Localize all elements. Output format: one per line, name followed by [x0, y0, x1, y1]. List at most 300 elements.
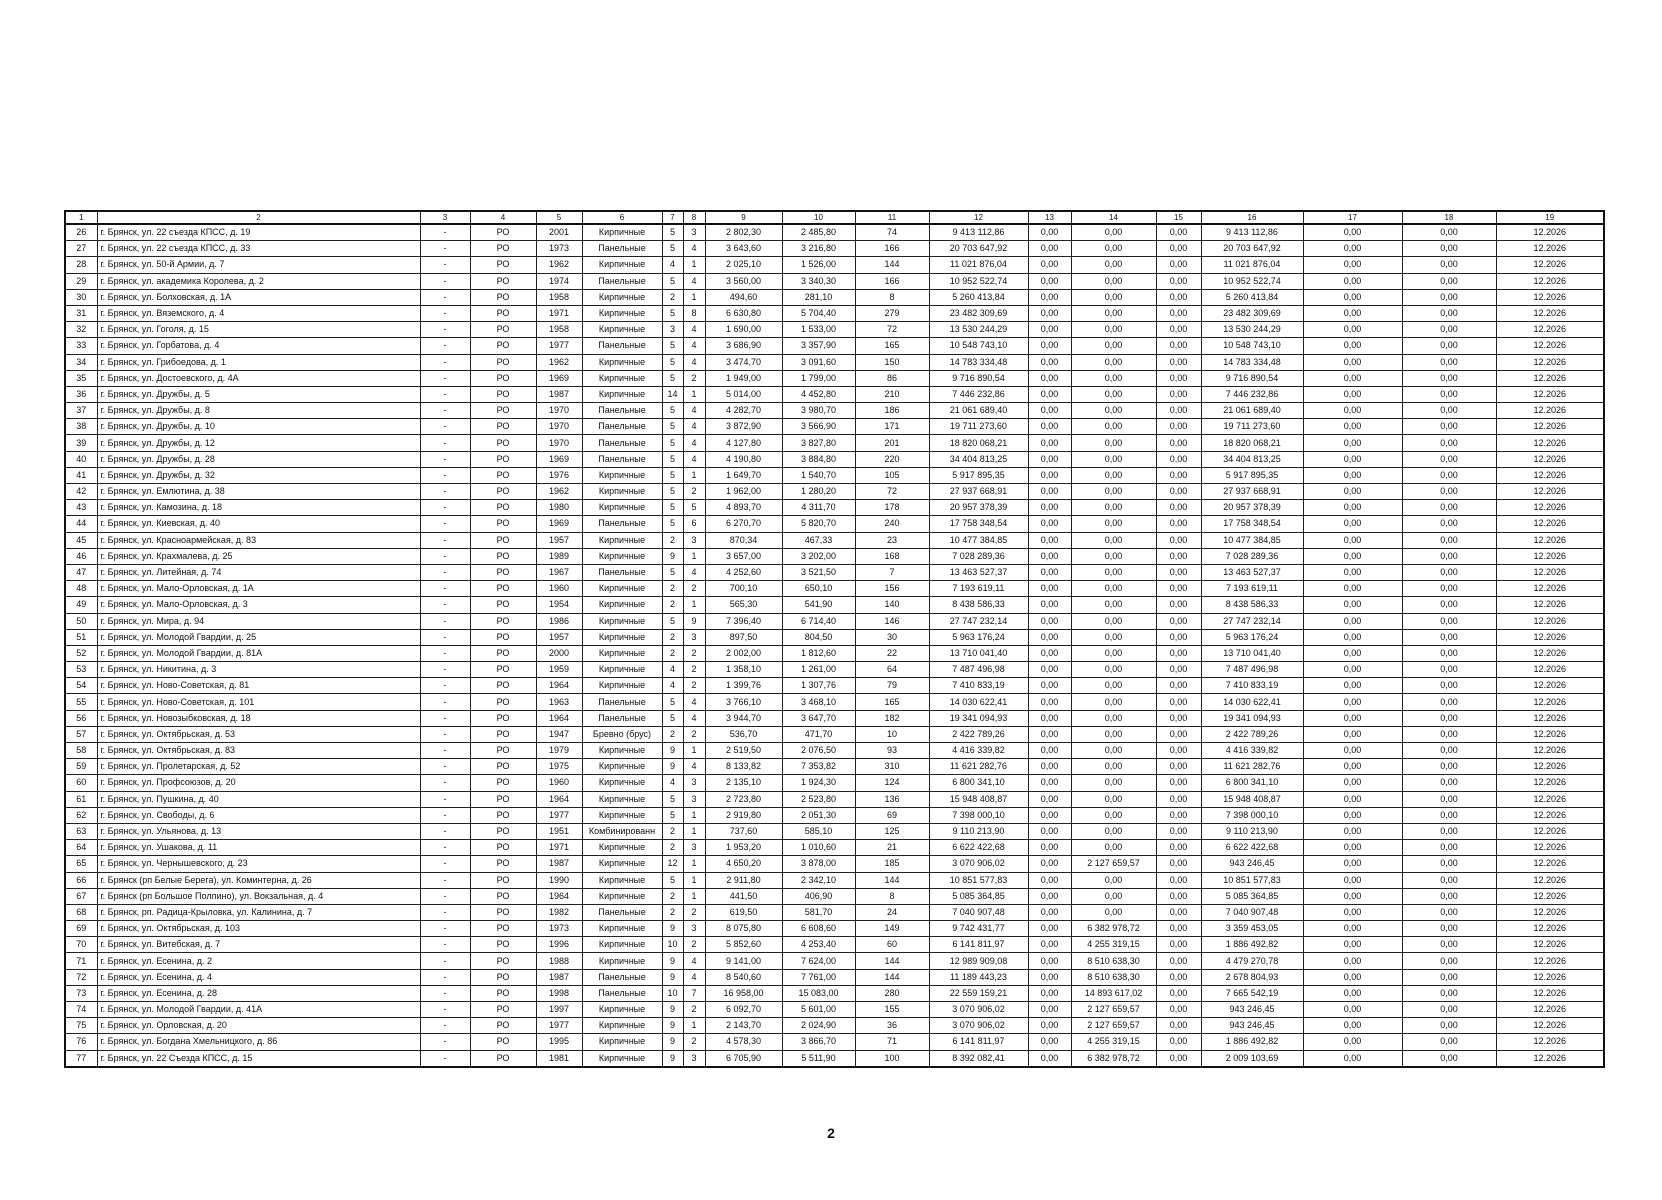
table-cell: 0,00 — [1071, 338, 1156, 354]
table-cell: 1964 — [536, 710, 582, 726]
table-cell: 74 — [65, 1002, 97, 1018]
table-cell: - — [420, 224, 470, 241]
table-cell: 12.2026 — [1496, 435, 1604, 451]
table-cell: 2 — [662, 629, 683, 645]
table-cell: 20 957 378,39 — [929, 500, 1028, 516]
table-cell: 4 — [662, 257, 683, 273]
table-cell: 5 — [662, 872, 683, 888]
table-cell: 0,00 — [1156, 435, 1201, 451]
table-cell: РО — [470, 678, 536, 694]
table-row — [65, 435, 1604, 451]
table-cell: 30 — [855, 629, 929, 645]
table-body — [65, 224, 1604, 1067]
table-cell: 8 510 638,30 — [1071, 969, 1156, 985]
table-cell: 7 028 289,36 — [1201, 548, 1303, 564]
table-cell: 0,00 — [1303, 759, 1402, 775]
table-cell: 4 416 339,82 — [929, 743, 1028, 759]
table-cell: 4 452,80 — [782, 386, 855, 402]
table-cell: 0,00 — [1402, 273, 1496, 289]
table-cell: 17 758 348,54 — [929, 516, 1028, 532]
table-cell: 5 963 176,24 — [929, 629, 1028, 645]
table-row — [65, 791, 1604, 807]
table-cell: 4 — [662, 678, 683, 694]
table-cell: РО — [470, 1002, 536, 1018]
table-cell: 0,00 — [1402, 516, 1496, 532]
table-cell: 1964 — [536, 888, 582, 904]
column-number-header: 15 — [1156, 211, 1201, 224]
address-cell: г. Брянск, ул. Дружбы, д. 10 — [97, 419, 420, 435]
table-cell: 536,70 — [705, 726, 782, 742]
table-cell: 53 — [65, 662, 97, 678]
table-cell: 19 711 273,60 — [1201, 419, 1303, 435]
table-cell: 186 — [855, 403, 929, 419]
table-cell: 12.2026 — [1496, 500, 1604, 516]
table-cell: РО — [470, 953, 536, 969]
table-cell: РО — [470, 548, 536, 564]
table-cell: 0,00 — [1402, 791, 1496, 807]
table-cell: 13 463 527,37 — [929, 564, 1028, 580]
table-cell: РО — [470, 775, 536, 791]
table-cell: 9 — [683, 613, 705, 629]
table-row — [65, 856, 1604, 872]
table-cell: 1958 — [536, 322, 582, 338]
table-cell: - — [420, 581, 470, 597]
table-cell: 27 747 232,14 — [1201, 613, 1303, 629]
table-cell: 1979 — [536, 743, 582, 759]
address-cell: г. Брянск, ул. Дружбы, д. 32 — [97, 467, 420, 483]
table-cell: 3 — [683, 775, 705, 791]
table-cell: 1 533,00 — [782, 322, 855, 338]
table-cell: 10 — [855, 726, 929, 742]
table-cell: 12.2026 — [1496, 840, 1604, 856]
table-cell: - — [420, 710, 470, 726]
table-cell: 0,00 — [1303, 872, 1402, 888]
table-cell: - — [420, 403, 470, 419]
table-cell: 700,10 — [705, 581, 782, 597]
table-cell: 0,00 — [1402, 597, 1496, 613]
table-cell: 1 280,20 — [782, 484, 855, 500]
table-cell: 10 851 577,83 — [929, 872, 1028, 888]
column-number-header: 14 — [1071, 211, 1156, 224]
table-cell: 93 — [855, 743, 929, 759]
table-cell: 0,00 — [1402, 694, 1496, 710]
table-cell: 1974 — [536, 273, 582, 289]
table-cell: 5 085 364,85 — [929, 888, 1028, 904]
table-cell: 0,00 — [1303, 305, 1402, 321]
table-cell: 182 — [855, 710, 929, 726]
table-cell: 5 — [662, 338, 683, 354]
table-cell: 76 — [65, 1034, 97, 1050]
table-cell: - — [420, 937, 470, 953]
table-cell: 1960 — [536, 581, 582, 597]
table-cell: 12.2026 — [1496, 484, 1604, 500]
table-cell: 0,00 — [1402, 322, 1496, 338]
table-row — [65, 1018, 1604, 1034]
table-cell: 5 — [662, 467, 683, 483]
table-cell: 0,00 — [1028, 613, 1071, 629]
table-cell: 1987 — [536, 386, 582, 402]
table-cell: 5 — [662, 694, 683, 710]
table-cell: - — [420, 872, 470, 888]
table-cell: 0,00 — [1071, 500, 1156, 516]
table-cell: 0,00 — [1028, 354, 1071, 370]
table-cell: 7 487 496,98 — [929, 662, 1028, 678]
table-cell: 2 — [683, 1002, 705, 1018]
table-cell: - — [420, 484, 470, 500]
table-cell: 2 — [662, 904, 683, 920]
table-cell: 71 — [855, 1034, 929, 1050]
table-row — [65, 386, 1604, 402]
table-cell: 0,00 — [1402, 937, 1496, 953]
table-row — [65, 403, 1604, 419]
table-cell: 0,00 — [1071, 370, 1156, 386]
address-cell: г. Брянск, ул. Богдана Хмельницкого, д. 86 — [97, 1034, 420, 1050]
table-cell: 1954 — [536, 597, 582, 613]
address-cell: г. Брянск, ул. Горбатова, д. 4 — [97, 338, 420, 354]
table-cell: 7 761,00 — [782, 969, 855, 985]
table-cell: 0,00 — [1303, 484, 1402, 500]
address-cell: г. Брянск, ул. Орловская, д. 20 — [97, 1018, 420, 1034]
table-cell: 12.2026 — [1496, 888, 1604, 904]
table-cell: 0,00 — [1071, 354, 1156, 370]
table-cell: 0,00 — [1156, 370, 1201, 386]
table-cell: 1 — [683, 548, 705, 564]
table-cell: 2 — [683, 904, 705, 920]
table-cell: 0,00 — [1402, 370, 1496, 386]
table-cell: 0,00 — [1156, 1050, 1201, 1067]
table-cell: 13 530 244,29 — [929, 322, 1028, 338]
table-cell: 0,00 — [1156, 985, 1201, 1001]
table-cell: 165 — [855, 694, 929, 710]
table-cell: 0,00 — [1071, 872, 1156, 888]
table-cell: 0,00 — [1071, 532, 1156, 548]
table-cell: РО — [470, 872, 536, 888]
table-cell: РО — [470, 354, 536, 370]
table-cell: 3 340,30 — [782, 273, 855, 289]
table-cell: 2 — [662, 532, 683, 548]
table-cell: 4 — [662, 775, 683, 791]
table-cell: 1 — [683, 467, 705, 483]
table-cell: 0,00 — [1156, 856, 1201, 872]
table-cell: 5 963 176,24 — [1201, 629, 1303, 645]
column-number-header: 9 — [705, 211, 782, 224]
table-cell: 0,00 — [1402, 386, 1496, 402]
table-cell: 70 — [65, 937, 97, 953]
table-cell: 0,00 — [1303, 370, 1402, 386]
table-cell: 155 — [855, 1002, 929, 1018]
table-cell: 2 485,80 — [782, 224, 855, 241]
table-cell: Панельные — [582, 419, 662, 435]
table-cell: 166 — [855, 241, 929, 257]
table-cell: 4 255 319,15 — [1071, 937, 1156, 953]
table-row — [65, 1050, 1604, 1067]
table-cell: 0,00 — [1156, 872, 1201, 888]
table-cell: - — [420, 322, 470, 338]
table-cell: 1987 — [536, 969, 582, 985]
table-cell: 0,00 — [1156, 224, 1201, 241]
table-cell: 23 482 309,69 — [1201, 305, 1303, 321]
table-cell: 0,00 — [1156, 241, 1201, 257]
table-cell: 0,00 — [1156, 921, 1201, 937]
table-row — [65, 823, 1604, 839]
table-row — [65, 500, 1604, 516]
table-cell: 3 — [683, 921, 705, 937]
table-cell: 0,00 — [1303, 888, 1402, 904]
table-cell: 0,00 — [1028, 856, 1071, 872]
table-cell: 6 714,40 — [782, 613, 855, 629]
table-cell: 15 948 408,87 — [1201, 791, 1303, 807]
table-cell: 1962 — [536, 484, 582, 500]
table-cell: 9 110 213,90 — [1201, 823, 1303, 839]
table-cell: Кирпичные — [582, 322, 662, 338]
table-cell: 1947 — [536, 726, 582, 742]
table-cell: 943 246,45 — [1201, 856, 1303, 872]
table-cell: - — [420, 1002, 470, 1018]
table-cell: 0,00 — [1303, 856, 1402, 872]
table-cell: 0,00 — [1071, 289, 1156, 305]
table-cell: 165 — [855, 338, 929, 354]
table-cell: РО — [470, 435, 536, 451]
table-cell: 42 — [65, 484, 97, 500]
table-cell: 585,10 — [782, 823, 855, 839]
table-cell: 0,00 — [1028, 581, 1071, 597]
table-cell: 210 — [855, 386, 929, 402]
table-cell: РО — [470, 710, 536, 726]
table-cell: РО — [470, 759, 536, 775]
table-cell: Панельные — [582, 985, 662, 1001]
table-cell: - — [420, 500, 470, 516]
table-cell: 0,00 — [1402, 532, 1496, 548]
table-cell: 12.2026 — [1496, 338, 1604, 354]
table-cell: 12.2026 — [1496, 1034, 1604, 1050]
table-cell: - — [420, 840, 470, 856]
table-cell: 7 040 907,48 — [929, 904, 1028, 920]
table-cell: 0,00 — [1156, 548, 1201, 564]
table-cell: Кирпичные — [582, 386, 662, 402]
address-cell: г. Брянск, ул. Новозыбковская, д. 18 — [97, 710, 420, 726]
table-cell: РО — [470, 726, 536, 742]
address-cell: г. Брянск, ул. Крахмалева, д. 25 — [97, 548, 420, 564]
table-cell: 0,00 — [1071, 597, 1156, 613]
table-row — [65, 775, 1604, 791]
table-cell: 45 — [65, 532, 97, 548]
table-cell: 11 621 282,76 — [1201, 759, 1303, 775]
table-cell: РО — [470, 1050, 536, 1067]
table-cell: 6 608,60 — [782, 921, 855, 937]
table-cell: 1963 — [536, 694, 582, 710]
table-cell: 12.2026 — [1496, 224, 1604, 241]
table-cell: - — [420, 354, 470, 370]
address-cell: г. Брянск, ул. Емлютина, д. 38 — [97, 484, 420, 500]
table-cell: 0,00 — [1028, 451, 1071, 467]
table-cell: 13 710 041,40 — [1201, 645, 1303, 661]
table-cell: 0,00 — [1303, 257, 1402, 273]
table-cell: 2 723,80 — [705, 791, 782, 807]
table-cell: 4 127,80 — [705, 435, 782, 451]
table-cell: 9 742 431,77 — [929, 921, 1028, 937]
table-cell: 12.2026 — [1496, 921, 1604, 937]
table-row — [65, 322, 1604, 338]
table-cell: РО — [470, 921, 536, 937]
table-cell: РО — [470, 969, 536, 985]
column-number-header: 10 — [782, 211, 855, 224]
table-cell: 7 446 232,86 — [929, 386, 1028, 402]
table-cell: 64 — [855, 662, 929, 678]
table-cell: 1 358,10 — [705, 662, 782, 678]
address-cell: г. Брянск (рп Большое Полпино), ул. Вокзальная, д. 4 — [97, 888, 420, 904]
table-cell: 34 404 813,25 — [929, 451, 1028, 467]
table-cell: 279 — [855, 305, 929, 321]
table-row — [65, 451, 1604, 467]
table-cell: 3 560,00 — [705, 273, 782, 289]
table-cell: 10 952 522,74 — [1201, 273, 1303, 289]
table-cell: 0,00 — [1156, 743, 1201, 759]
table-cell: 6 630,80 — [705, 305, 782, 321]
table-cell: Кирпичные — [582, 532, 662, 548]
table-cell: РО — [470, 985, 536, 1001]
table-cell: 0,00 — [1071, 305, 1156, 321]
table-row — [65, 257, 1604, 273]
table-cell: 0,00 — [1303, 451, 1402, 467]
table-row — [65, 888, 1604, 904]
table-cell: 0,00 — [1303, 1034, 1402, 1050]
table-cell: 6 705,90 — [705, 1050, 782, 1067]
table-cell: 0,00 — [1303, 921, 1402, 937]
table-cell: 0,00 — [1303, 710, 1402, 726]
table-cell: 0,00 — [1071, 484, 1156, 500]
table-cell: 73 — [65, 985, 97, 1001]
table-cell: 1 — [683, 597, 705, 613]
table-cell: 0,00 — [1303, 953, 1402, 969]
table-cell: 0,00 — [1028, 548, 1071, 564]
table-cell: 1957 — [536, 532, 582, 548]
table-row — [65, 516, 1604, 532]
table-cell: 4 — [683, 694, 705, 710]
table-cell: 2000 — [536, 645, 582, 661]
table-cell: 3 — [683, 791, 705, 807]
table-cell: - — [420, 904, 470, 920]
table-cell: - — [420, 532, 470, 548]
table-cell: - — [420, 969, 470, 985]
table-row — [65, 484, 1604, 500]
table-cell: 48 — [65, 581, 97, 597]
table-cell: 12.2026 — [1496, 322, 1604, 338]
table-row — [65, 289, 1604, 305]
table-cell: 0,00 — [1402, 500, 1496, 516]
table-cell: 3 359 453,05 — [1201, 921, 1303, 937]
table-cell: 1 307,76 — [782, 678, 855, 694]
table-cell: 8 — [855, 289, 929, 305]
table-cell: 0,00 — [1028, 419, 1071, 435]
table-cell: 2 127 659,57 — [1071, 856, 1156, 872]
table-cell: 541,90 — [782, 597, 855, 613]
table-cell: 12.2026 — [1496, 645, 1604, 661]
table-cell: 12.2026 — [1496, 467, 1604, 483]
table-cell: 2 051,30 — [782, 807, 855, 823]
table-cell: РО — [470, 791, 536, 807]
table-cell: 0,00 — [1402, 775, 1496, 791]
table-cell: 3 — [683, 532, 705, 548]
table-cell: 240 — [855, 516, 929, 532]
table-cell: 1 — [683, 386, 705, 402]
table-cell: 1 649,70 — [705, 467, 782, 483]
table-row — [65, 904, 1604, 920]
table-cell: 0,00 — [1402, 613, 1496, 629]
table-cell: 3 686,90 — [705, 338, 782, 354]
table-cell: 0,00 — [1402, 921, 1496, 937]
table-cell: 0,00 — [1156, 257, 1201, 273]
table-cell: 7 028 289,36 — [929, 548, 1028, 564]
table-cell: 1 962,00 — [705, 484, 782, 500]
table-cell: 4 255 319,15 — [1071, 1034, 1156, 1050]
table-cell: 52 — [65, 645, 97, 661]
table-cell: 4 — [683, 322, 705, 338]
table-cell: - — [420, 338, 470, 354]
table-cell: 1957 — [536, 629, 582, 645]
table-cell: 12.2026 — [1496, 1018, 1604, 1034]
table-cell: 2 127 659,57 — [1071, 1018, 1156, 1034]
table-cell: 7 193 619,11 — [1201, 581, 1303, 597]
table-cell: 0,00 — [1028, 467, 1071, 483]
table-cell: 4 416 339,82 — [1201, 743, 1303, 759]
table-cell: 47 — [65, 564, 97, 580]
table-cell: - — [420, 613, 470, 629]
table-cell: 5 260 413,84 — [1201, 289, 1303, 305]
table-cell: - — [420, 775, 470, 791]
table-cell: - — [420, 419, 470, 435]
table-cell: 8 075,80 — [705, 921, 782, 937]
table-cell: - — [420, 662, 470, 678]
table-row — [65, 305, 1604, 321]
table-cell: 0,00 — [1028, 564, 1071, 580]
table-cell: 4 — [683, 710, 705, 726]
table-cell: РО — [470, 224, 536, 241]
table-cell: 0,00 — [1303, 548, 1402, 564]
address-cell: г. Брянск, ул. Есенина, д. 4 — [97, 969, 420, 985]
table-cell: 1 540,70 — [782, 467, 855, 483]
table-cell: 5 — [662, 564, 683, 580]
table-cell: 0,00 — [1028, 241, 1071, 257]
table-cell: Кирпичные — [582, 759, 662, 775]
table-cell: 58 — [65, 743, 97, 759]
table-cell: 0,00 — [1156, 338, 1201, 354]
table-cell: 27 — [65, 241, 97, 257]
table-cell: 0,00 — [1303, 467, 1402, 483]
table-cell: 0,00 — [1402, 338, 1496, 354]
table-cell: 0,00 — [1028, 937, 1071, 953]
table-cell: 650,10 — [782, 581, 855, 597]
table-cell: 1973 — [536, 921, 582, 937]
table-cell: РО — [470, 467, 536, 483]
table-cell: Кирпичные — [582, 856, 662, 872]
table-cell: 0,00 — [1303, 775, 1402, 791]
table-cell: 2 — [683, 370, 705, 386]
table-cell: 14 783 334,48 — [929, 354, 1028, 370]
table-cell: РО — [470, 823, 536, 839]
table-cell: 406,90 — [782, 888, 855, 904]
table-cell: 12.2026 — [1496, 419, 1604, 435]
table-cell: РО — [470, 581, 536, 597]
table-cell: 12.2026 — [1496, 969, 1604, 985]
table-cell: 3 — [683, 629, 705, 645]
table-cell: 1 526,00 — [782, 257, 855, 273]
table-cell: РО — [470, 386, 536, 402]
table-cell: 0,00 — [1156, 969, 1201, 985]
table-cell: Панельные — [582, 564, 662, 580]
table-cell: 12.2026 — [1496, 791, 1604, 807]
table-cell: 0,00 — [1028, 791, 1071, 807]
table-cell: 310 — [855, 759, 929, 775]
